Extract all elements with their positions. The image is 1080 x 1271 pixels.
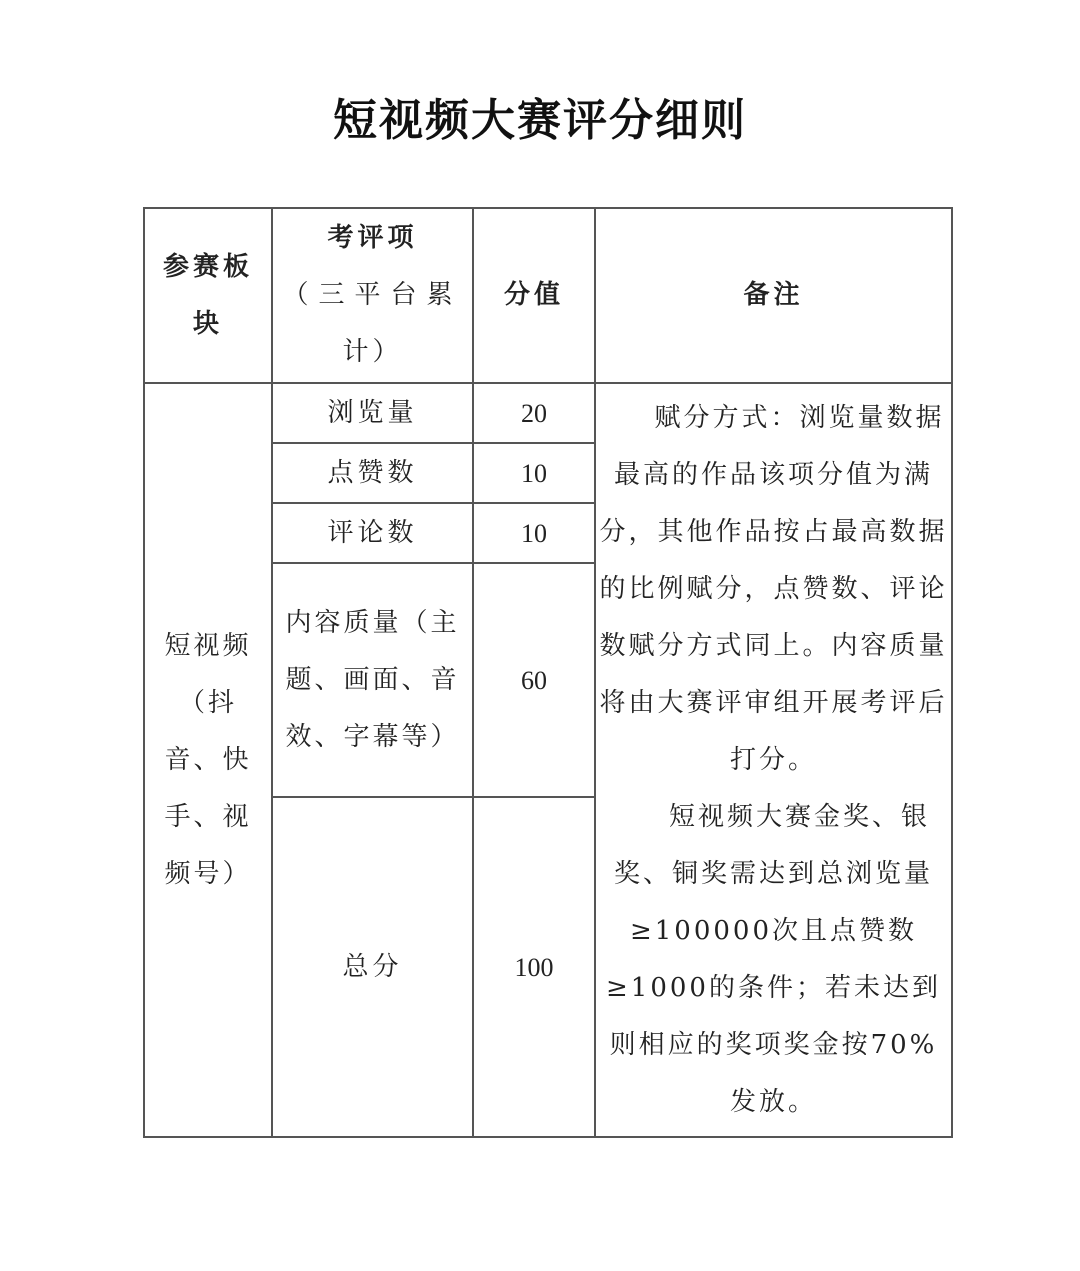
item-cell: 内容质量（主题、画面、音效、字幕等） xyxy=(272,563,473,797)
item-cell: 评论数 xyxy=(272,503,473,563)
score-cell: 10 xyxy=(473,503,595,563)
item-cell: 总分 xyxy=(272,797,473,1137)
score-cell: 20 xyxy=(473,383,595,443)
header-block: 参赛板块 xyxy=(144,208,272,383)
note-cell xyxy=(595,383,952,1137)
header-item-sub2: 计） xyxy=(342,337,403,367)
page-title: 短视频大赛评分细则 xyxy=(333,95,747,146)
score-cell: 100 xyxy=(473,797,595,1137)
note-paragraph-1: 赋分方式：浏览量数据最高的作品该项分值为满分，其他作品按占最高数据的比例赋分，点赞数、评论数赋分方式同上。内容质量将由大赛评审组开展考评后打分。 xyxy=(599,402,948,775)
header-note: 备注 xyxy=(595,208,952,383)
table-row xyxy=(144,383,952,443)
score-cell: 60 xyxy=(473,563,595,797)
header-item-sub: （三平台累 xyxy=(282,280,463,310)
header-item xyxy=(272,208,473,383)
score-cell: 10 xyxy=(473,443,595,503)
note-paragraph-2: 短视频大赛金奖、银奖、铜奖需达到总浏览量≥100000次且点赞数≥1000的条件；若未达到则相应的奖项奖金按70%发放。 xyxy=(606,801,941,1117)
header-score: 分值 xyxy=(473,208,595,383)
header-row xyxy=(144,208,952,383)
header-item-title: 考评项 xyxy=(327,223,418,253)
item-cell: 点赞数 xyxy=(272,443,473,503)
item-cell: 浏览量 xyxy=(272,383,473,443)
scoring-table xyxy=(143,207,953,1138)
block-cell: 短视频（抖音、快手、视频号） xyxy=(144,383,272,1137)
